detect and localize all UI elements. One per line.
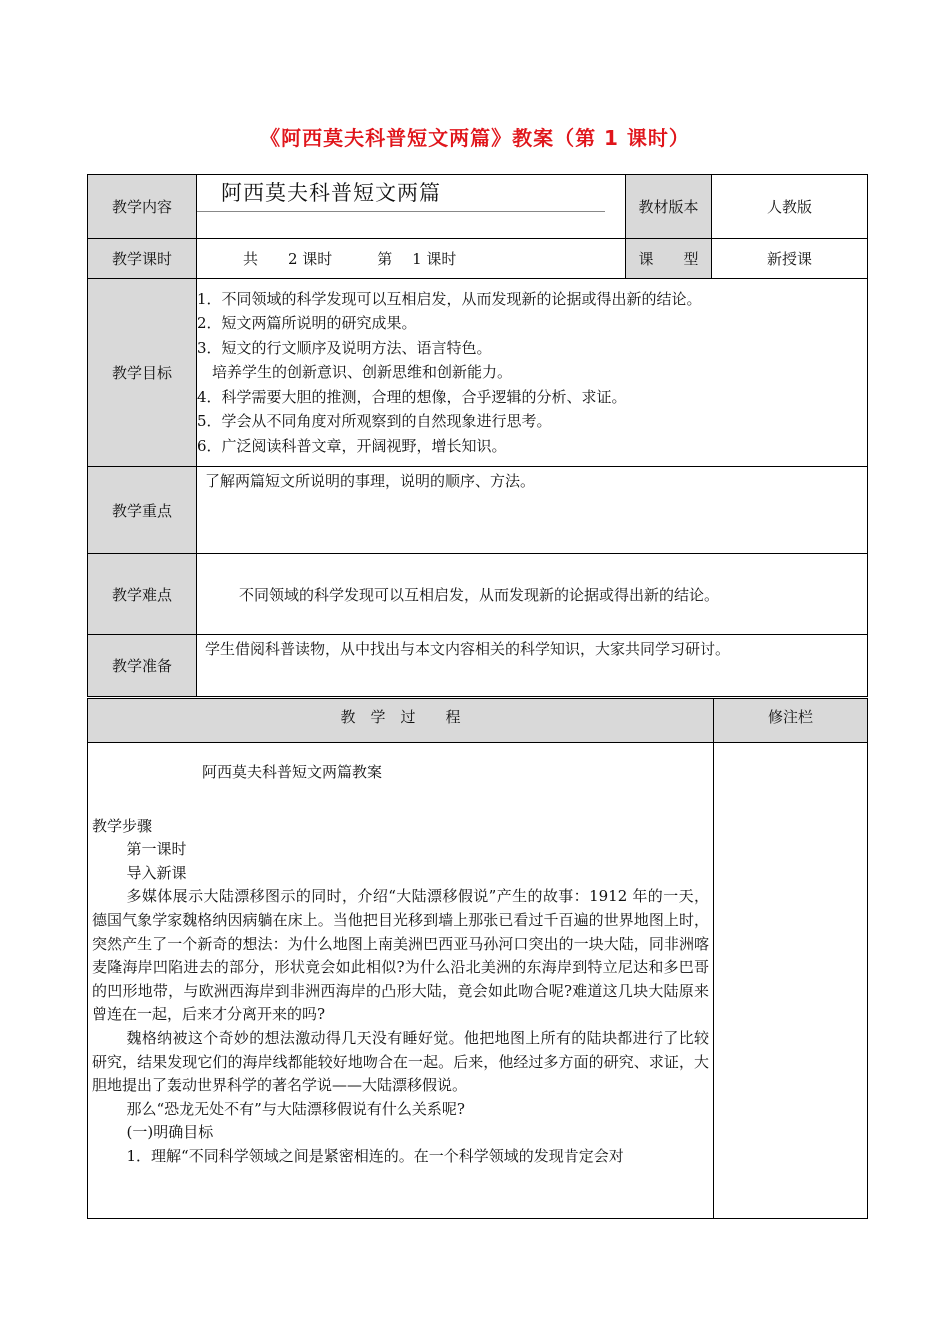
lesson-plan-table xyxy=(87,174,868,697)
lesson-type-value: 新授课 xyxy=(712,239,868,279)
document-title: 《阿西莫夫科普短文两篇》教案（第 1 课时） xyxy=(260,126,690,150)
difficult-points-value: 不同领域的科学发现可以互相启发，从而发现新的论据或得出新的结论。 xyxy=(197,554,868,635)
label-teaching-goals: 教学目标 xyxy=(88,279,197,467)
goal-item: 5．学会从不同角度对所观察到的自然现象进行思考。 xyxy=(197,412,552,431)
row-class-hours xyxy=(88,239,868,279)
teaching-goals-list xyxy=(197,279,868,467)
preparation-value: 学生借阅科普读物，从中找出与本文内容相关的科学知识，大家共同学习研讨。 xyxy=(197,635,868,697)
goal-item: 6．广泛阅读科普文章，开阔视野，增长知识。 xyxy=(197,436,507,455)
process-paragraph: 第一课时 xyxy=(126,840,187,859)
label-key-points: 教学重点 xyxy=(88,467,197,554)
process-header-row xyxy=(88,699,868,743)
row-difficult-points xyxy=(88,554,868,635)
row-preparation xyxy=(88,635,868,697)
process-paragraph: (一)明确目标 xyxy=(126,1123,214,1142)
label-difficult-points: 教学难点 xyxy=(88,554,197,635)
notes-header: 修注栏 xyxy=(714,699,868,743)
process-heading: 阿西莫夫科普短文两篇教案 xyxy=(202,763,383,781)
row-teaching-goals xyxy=(88,279,868,467)
goal-item: 培养学生的创新意识、创新思维和创新能力。 xyxy=(197,363,513,382)
teaching-content-cell xyxy=(197,175,626,239)
row-teaching-content xyxy=(88,175,868,239)
goal-item: 4．科学需要大胆的推测，合理的想像，合乎逻辑的分析、求证。 xyxy=(197,387,627,406)
label-lesson-type: 课 型 xyxy=(626,239,712,279)
label-class-hours: 教学课时 xyxy=(88,239,197,279)
goal-item: 1．不同领域的科学发现可以互相启发，从而发现新的论据或得出新的结论。 xyxy=(197,289,702,308)
process-header: 教 学 过 程 xyxy=(88,699,714,743)
class-hours-value: 共 2 课时 第 1 课时 xyxy=(197,239,626,279)
process-table xyxy=(87,698,868,1219)
label-teaching-content: 教学内容 xyxy=(88,175,197,239)
process-paragraph: 魏格纳被这个奇妙的想法激动得几天没有睡好觉。他把地图上所有的陆块都进行了比较研究，结果发现它们的海岸线都能较好地吻合在一起。后来，他经过多方面的研究、求证，大胆地提出了轰动世界科学的著名学说——大陆漂移假说。 xyxy=(92,1028,709,1095)
process-content xyxy=(88,743,714,1219)
goal-item: 3．短文的行文顺序及说明方法、语言特色。 xyxy=(197,338,492,357)
teaching-content-value: 阿西莫夫科普短文两篇 xyxy=(197,175,605,212)
label-textbook-edition: 教材版本 xyxy=(626,175,712,239)
textbook-edition-value: 人教版 xyxy=(712,175,868,239)
key-points-value: 了解两篇短文所说明的事理，说明的顺序、方法。 xyxy=(197,467,868,554)
process-paragraph: 1．理解“不同科学领域之间是紧密相连的。在一个科学领域的发现肯定会对 xyxy=(126,1146,624,1165)
process-paragraph: 那么“恐龙无处不有”与大陆漂移假说有什么关系呢? xyxy=(126,1099,465,1118)
process-paragraph: 教学步骤 xyxy=(92,816,153,835)
notes-column xyxy=(714,743,868,1219)
process-body-row xyxy=(88,743,868,1219)
process-paragraph: 多媒体展示大陆漂移图示的同时，介绍“大陆漂移假说”产生的故事：1912 年的一天，德国气象学家魏格纳因病躺在床上。当他把目光移到墙上那张已看过千百遍的世界地图上时，突然产生了一个新奇的想法：为什么地图上南美洲巴西亚马孙河口突出的一块大陆，同非洲喀麦隆海岸凹陷进去的部分，形状竟会如此相似?为什么沿北美洲的东海岸到特立尼达和多巴哥的凹形地带，与欧洲西海岸到非洲西海岸的凸形大陆，竟会如此吻合呢?难道这几块大陆原来曾连在一起，后来才分离开来的吗? xyxy=(92,887,709,1024)
goal-item: 2．短文两篇所说明的研究成果。 xyxy=(197,314,417,333)
label-preparation: 教学准备 xyxy=(88,635,197,697)
process-paragraph: 导入新课 xyxy=(126,863,187,882)
row-key-points xyxy=(88,467,868,554)
